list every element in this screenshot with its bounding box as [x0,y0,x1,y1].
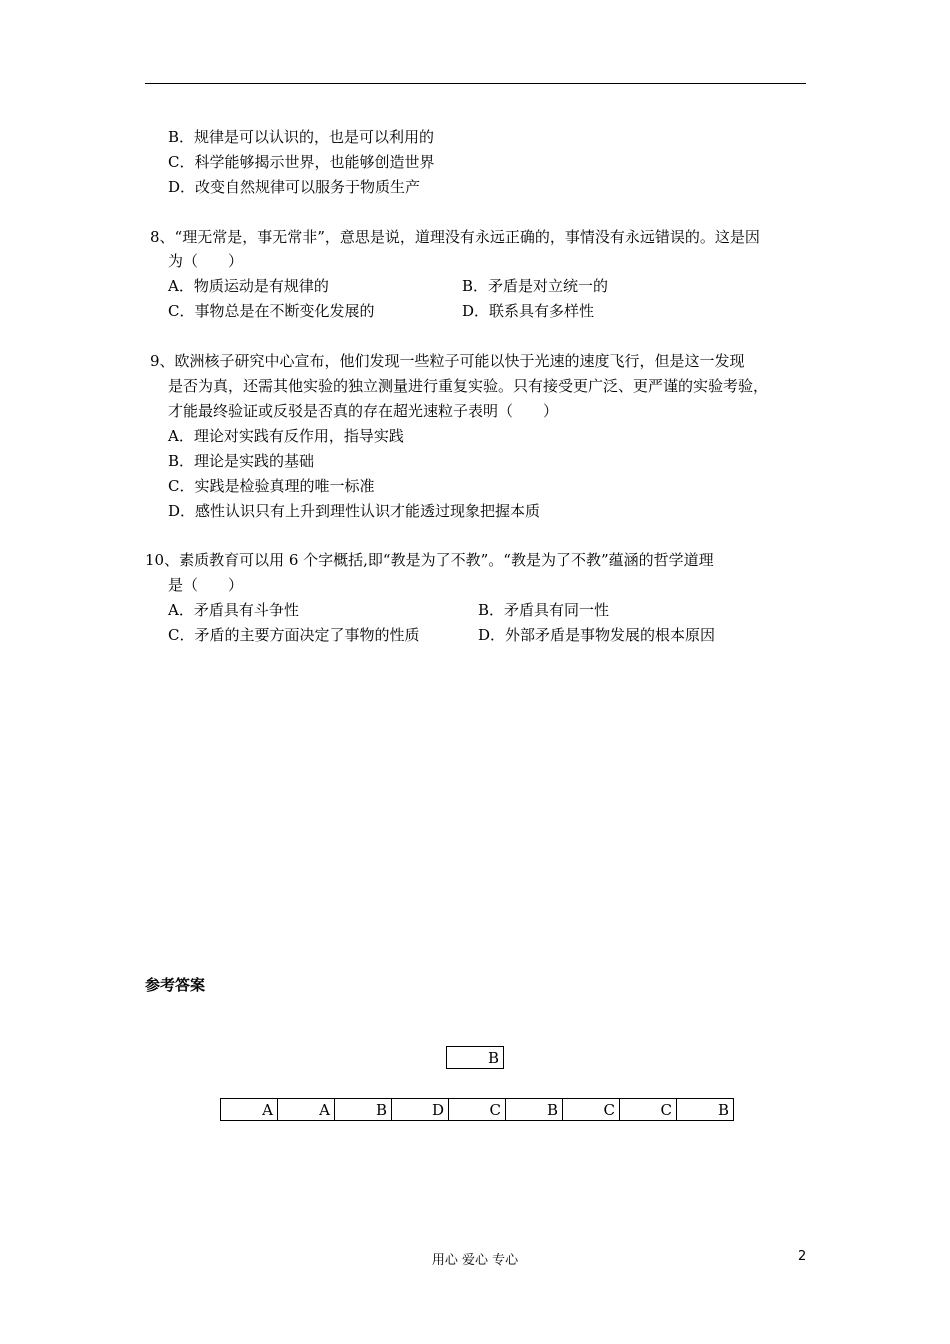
header-rule [145,83,806,84]
q8-option-c: C．事物总是在不断变化发展的 [168,302,375,320]
q9-option-a: A．理论对实践有反作用，指导实践 [168,427,404,445]
answer-cell: C [449,1099,506,1121]
q10-stem-line-2: 是（ ） [168,576,244,594]
q8-stem-line-2: 为（ ） [168,252,244,270]
footer-slogan: 用心 爱心 专心 [431,1253,519,1268]
q9-option-b: B．理论是实践的基础 [168,452,315,470]
answer-cell: D [392,1099,449,1121]
q8-option-d: D．联系具有多样性 [462,302,595,320]
q9-option-c: C．实践是检验真理的唯一标准 [168,477,375,495]
q7-option-b: B．规律是可以认识的，也是可以利用的 [168,128,435,146]
answer-row-table [220,1098,734,1121]
q10-option-c: C．矛盾的主要方面决定了事物的性质 [168,626,420,644]
q10-option-a: A．矛盾具有斗争性 [168,601,299,619]
answer-cell: A [221,1099,278,1121]
q9-stem-line-3: 才能最终验证或反驳是否真的存在超光速粒子表明（ ） [168,402,559,420]
q7-option-d: D．改变自然规律可以服务于物质生产 [168,178,421,196]
answer-cell: B [677,1099,734,1121]
answer-cell: C [620,1099,677,1121]
page-number: 2 [798,1249,807,1264]
q7-option-c: C．科学能够揭示世界，也能够创造世界 [168,153,435,171]
q8-stem-line-1: 8、“理无常是，事无常非”，意思是说，道理没有永远正确的，事情没有永远错误的。这是因 [150,228,760,246]
q8-option-a: A．物质运动是有规律的 [168,277,329,295]
answer-cell: C [563,1099,620,1121]
q9-stem-line-2: 是否为真，还需其他实验的独立测量进行重复实验。只有接受更广泛、更严谨的实验考验， [168,377,769,395]
answer-single-table [446,1046,504,1069]
answer-cell: B [506,1099,563,1121]
answers-title: 参考答案 [145,976,206,994]
q10-option-b: B．矛盾具有同一性 [478,601,610,619]
q8-option-b: B．矛盾是对立统一的 [462,277,609,295]
q9-stem-line-1: 9、欧洲核子研究中心宣布，他们发现一些粒子可能以快于光速的速度飞行，但是这一发现 [150,352,745,370]
q10-option-d: D．外部矛盾是事物发展的根本原因 [478,626,716,644]
answer-cell: A [278,1099,335,1121]
answer-cell: B [447,1047,504,1069]
q9-option-d: D．感性认识只有上升到理性认识才能透过现象把握本质 [168,502,541,520]
answer-cell: B [335,1099,392,1121]
q10-stem-line-1: 10、素质教育可以用 6 个字概括,即“教是为了不教”。“教是为了不教”蕴涵的哲学道理 [145,551,714,569]
